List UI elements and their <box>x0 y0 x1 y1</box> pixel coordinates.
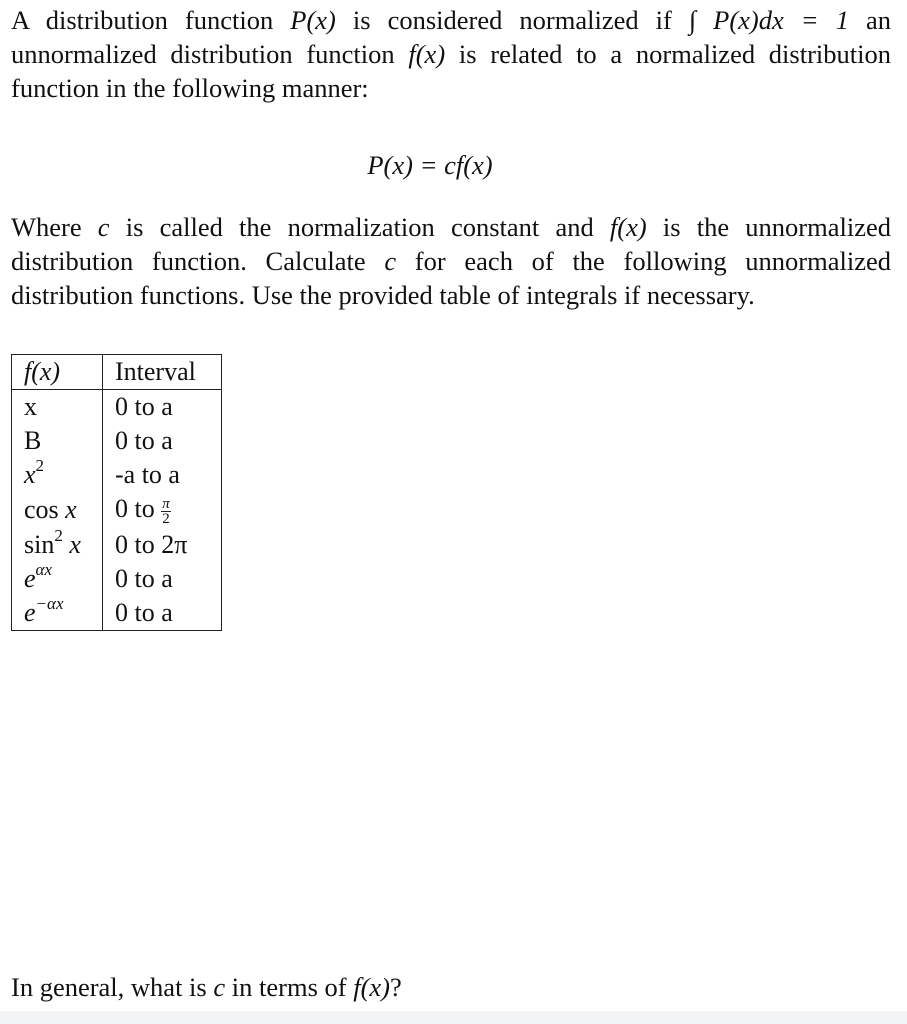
intro-text: is related to a normalized distribution function in the following manner: <box>11 39 891 103</box>
fx-base: e <box>24 597 36 627</box>
header-interval: Interval <box>103 355 222 390</box>
cell-interval: 0 to a <box>103 424 222 458</box>
cell-interval: 0 to 2π <box>103 528 222 562</box>
f-of-x: f(x) <box>353 972 390 1002</box>
question-part: ? <box>389 972 402 1002</box>
fx-argument: x <box>65 494 77 524</box>
constant-c: c <box>384 246 397 276</box>
table-row <box>12 424 222 458</box>
fx-exponent: −αx <box>35 593 64 613</box>
table-row <box>12 528 222 562</box>
fx-function: cos <box>24 494 59 524</box>
cell-fx <box>12 525 103 562</box>
table-row <box>12 596 222 631</box>
fx-exponent: αx <box>35 559 53 579</box>
cell-interval: 0 to a <box>103 562 222 596</box>
header-fx: f(x) <box>12 355 103 390</box>
intro-paragraph <box>11 3 891 105</box>
bottom-strip <box>0 1011 907 1024</box>
cell-interval: -a to a <box>103 458 222 492</box>
question-part: in terms of <box>225 972 354 1002</box>
cell-fx <box>12 593 103 631</box>
instructions-text: is called the normalization constant and <box>109 212 610 242</box>
instructions-text: is the unnormalized distribution function. Calculate <box>11 212 891 276</box>
cell-interval <box>103 492 222 528</box>
intro-text: an unnormalized distribution function <box>11 5 891 69</box>
p-of-x: P(x) <box>290 5 336 35</box>
cell-fx <box>12 559 103 596</box>
constant-c: c <box>97 212 110 242</box>
fx-exponent: 2 <box>35 456 45 476</box>
instructions-text: for each of the following unnormalized distribution functions. Use the provided table of integrals if necessary. <box>11 246 891 310</box>
cell-fx: x <box>12 390 103 425</box>
instructions-text: Where <box>11 212 98 242</box>
interval-prefix: 0 to <box>115 494 155 523</box>
fx-function: sin <box>24 529 55 559</box>
fx-base: x <box>24 460 36 489</box>
table-header-row <box>12 355 222 390</box>
cell-fx <box>12 458 103 492</box>
fraction-denominator: 2 <box>162 510 170 527</box>
f-of-x: f(x) <box>408 39 446 69</box>
constant-c: c <box>213 972 226 1002</box>
normalization-equation: P(x) = cf(x) <box>367 150 493 180</box>
question-part: In general, what is <box>11 972 214 1002</box>
pi-over-two-fraction <box>161 497 171 526</box>
instructions-paragraph <box>11 210 891 312</box>
fx-exponent: 2 <box>54 525 63 545</box>
table-row <box>12 492 222 528</box>
table-row <box>12 562 222 596</box>
table-row <box>12 390 222 425</box>
integrals-table <box>11 354 222 631</box>
cell-fx: B <box>12 424 103 458</box>
cell-interval: 0 to a <box>103 596 222 631</box>
question-text <box>11 970 402 1004</box>
table-row <box>12 458 222 492</box>
cell-interval: 0 to a <box>103 390 222 425</box>
normalization-integral: ∫ P(x)dx = 1 <box>688 5 849 35</box>
f-of-x: f(x) <box>609 212 647 242</box>
intro-text: A distribution function <box>11 5 291 35</box>
fx-base: e <box>24 563 36 593</box>
fraction-numerator: π <box>162 495 170 512</box>
cell-fx <box>12 492 103 528</box>
fx-argument: x <box>69 529 81 559</box>
intro-text: is considered normalized if <box>335 5 689 35</box>
